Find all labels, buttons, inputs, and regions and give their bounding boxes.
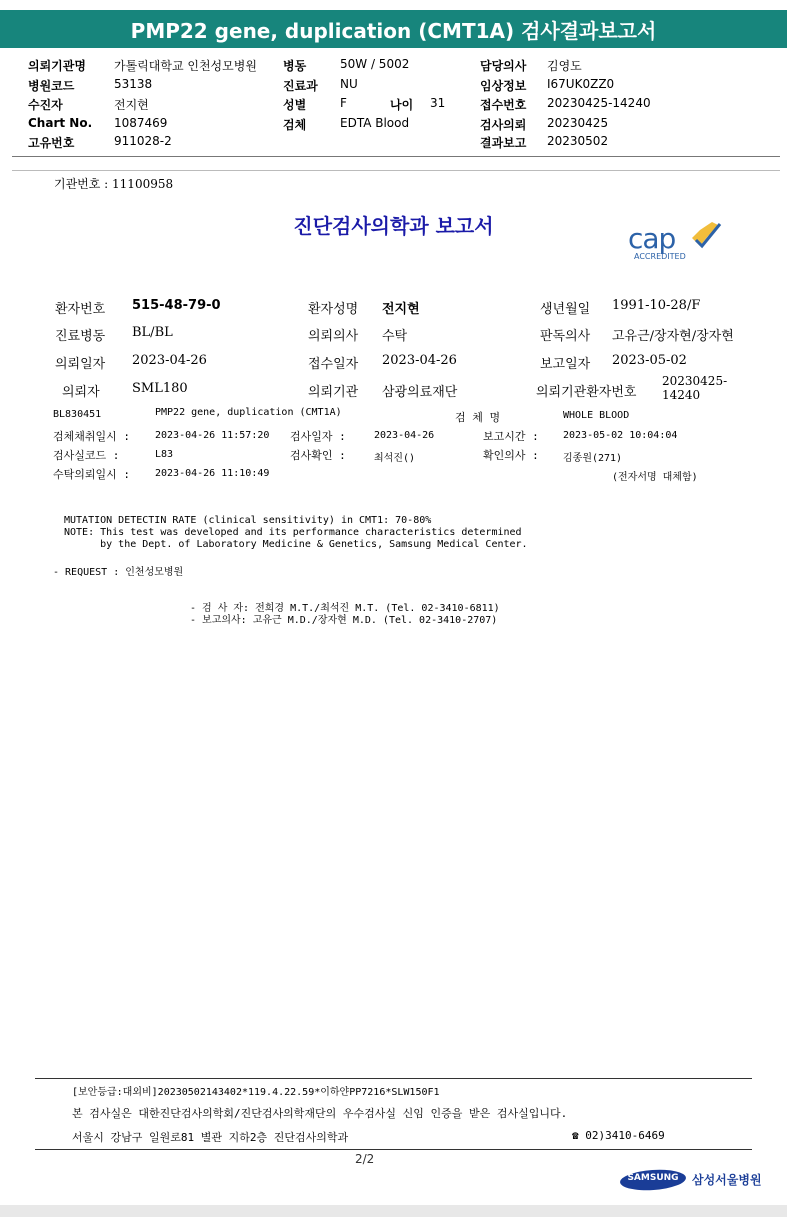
footer-divider-top	[35, 1078, 752, 1079]
label-patient-no: 환자번호	[55, 302, 106, 317]
header-value-unique-no: 911028-2	[114, 134, 172, 148]
label-reading-doctor: 판독의사	[540, 329, 591, 344]
header-label-unique-no: 고유번호	[28, 136, 75, 150]
note-line: NOTE: This test was developed and its performance characteristics determined	[64, 527, 522, 538]
value-patient-no: 515-48-79-0	[132, 298, 221, 313]
label-ward: 진료병동	[55, 329, 106, 344]
header-label-clinical-info: 임상정보	[480, 79, 527, 93]
cap-accredited-logo	[624, 220, 734, 268]
header-label-patient: 수진자	[28, 98, 63, 112]
header-label-requesting-institution: 의뢰기관명	[28, 59, 86, 73]
header-value-doctor: 김영도	[547, 59, 582, 73]
samsung-brand-text: SAMSUNG	[627, 1173, 679, 1183]
value-collect-time: 2023-04-26 11:57:20	[155, 430, 270, 441]
address-line: 서울시 강남구 일원로81 별관 지하2층 진단검사의학과	[72, 1131, 349, 1144]
hospital-name: 삼성서울병원	[692, 1173, 762, 1187]
header-value-receipt-no: 20230425-14240	[547, 96, 651, 110]
label-requesting-doctor: 의뢰의사	[308, 329, 359, 344]
certification-line: 본 검사실은 대한진단검사의학회/진단검사의학재단의 우수검사실 신임 인증을 받은 검사실입니다.	[72, 1107, 568, 1120]
staff-line-tester: - 검 사 자: 전희경 M.T./최석진 M.T. (Tel. 02-3410-6811)	[190, 603, 500, 614]
label-consign-time: 수탁의뢰일시 :	[53, 468, 131, 481]
value-report-date: 2023-05-02	[612, 353, 687, 368]
header-value-sex: F	[340, 96, 347, 110]
electronic-signature-note: (전자서명 대체함)	[612, 472, 698, 483]
header-label-receipt-no: 접수번호	[480, 98, 527, 112]
label-birthdate: 생년월일	[540, 302, 591, 317]
label-request-date: 의뢰일자	[55, 357, 106, 372]
header-value-clinical-info: I67UK0ZZ0	[547, 77, 615, 91]
header-label-ward: 병동	[283, 59, 307, 73]
label-lab-code: 검사실코드 :	[53, 449, 120, 462]
header-value-patient: 전지현	[114, 98, 149, 112]
header-label-sex: 성별	[283, 98, 307, 112]
header-value-age: 31	[430, 96, 446, 110]
phone-line	[572, 1129, 665, 1142]
value-patient-name: 전지현	[382, 302, 420, 317]
header-value-test-request: 20230425	[547, 116, 609, 130]
header-label-chart-no: Chart No.	[28, 116, 93, 130]
cap-check-icon	[686, 220, 726, 254]
header-label-test-request: 검사의뢰	[480, 118, 527, 132]
phone-icon: ☎	[572, 1129, 586, 1142]
phone-number: 02)3410-6469	[585, 1129, 665, 1142]
cap-accredited-text: ACCREDITED	[634, 252, 686, 261]
header-label-age: 나이	[390, 98, 414, 112]
value-lab-code: L83	[155, 449, 174, 460]
header-value-ward: 50W / 5002	[340, 57, 410, 71]
label-report-date: 보고일자	[540, 357, 591, 372]
header-value-hospital-code: 53138	[114, 77, 153, 91]
value-ward: BL/BL	[132, 325, 173, 340]
header-label-specimen: 검체	[283, 118, 307, 132]
value-confirm-doctor: 김종원(271)	[563, 453, 623, 464]
header-value-department: NU	[340, 77, 358, 91]
label-confirm-doctor: 확인의사 :	[483, 449, 539, 462]
page-number: 2/2	[355, 1152, 375, 1166]
value-receipt-date: 2023-04-26	[382, 353, 457, 368]
footer-divider-bottom	[35, 1149, 752, 1150]
header-divider	[12, 156, 780, 157]
value-institution-patient-no-2: 14240	[662, 388, 701, 402]
report-header-title: PMP22 gene, duplication (CMT1A) 검사결과보고서	[0, 10, 787, 48]
value-institution-patient-no-1: 20230425-	[662, 374, 728, 388]
test-code: BL830451	[53, 409, 102, 420]
label-institution-patient-no: 의뢰기관환자번호	[536, 385, 637, 400]
value-requesting-institution: 삼광의료재단	[382, 385, 458, 400]
label-exam-confirm: 검사확인 :	[290, 449, 346, 462]
value-reading-doctor: 고유근/장자현/장자현	[612, 329, 734, 344]
value-request-date: 2023-04-26	[132, 353, 207, 368]
label-requesting-institution: 의뢰기관	[308, 385, 359, 400]
note-line: MUTATION DETECTIN RATE (clinical sensitivity) in CMT1: 70-80%	[64, 515, 432, 526]
label-specimen-name: 검 체 명	[455, 411, 501, 424]
header-label-department: 진료과	[283, 79, 318, 93]
label-patient-name: 환자성명	[308, 302, 359, 317]
institution-number: 기관번호 : 11100958	[54, 177, 174, 191]
test-name: PMP22 gene, duplication (CMT1A)	[155, 407, 342, 418]
label-exam-date: 검사일자 :	[290, 430, 346, 443]
value-report-time: 2023-05-02 10:04:04	[563, 430, 678, 441]
request-line: - REQUEST : 인천성모병원	[53, 567, 184, 578]
header-label-hospital-code: 병원코드	[28, 79, 75, 93]
value-exam-date: 2023-04-26	[374, 430, 435, 441]
cap-logo-text: cap	[628, 222, 676, 255]
value-requesting-doctor: 수탁	[382, 329, 408, 344]
value-specimen-name: WHOLE BLOOD	[563, 410, 630, 421]
bottom-strip	[0, 1205, 787, 1217]
header-divider-2	[12, 170, 780, 171]
value-consign-time: 2023-04-26 11:10:49	[155, 468, 270, 479]
value-exam-confirm: 최석진()	[374, 453, 416, 464]
security-line: [보안등급:대외비]20230502143402*119.4.22.59*이하얀PP7216*SLW150F1	[72, 1087, 440, 1098]
header-label-doctor: 담당의사	[480, 59, 527, 73]
label-receipt-date: 접수일자	[308, 357, 359, 372]
label-report-time: 보고시간 :	[483, 430, 539, 443]
label-collect-time: 검체채취일시 :	[53, 430, 131, 443]
header-value-result-report: 20230502	[547, 134, 609, 148]
value-requester: SML180	[132, 381, 188, 396]
samsung-logo	[619, 1168, 687, 1192]
header-value-specimen: EDTA Blood	[340, 116, 410, 130]
report-title: 진단검사의학과 보고서	[293, 214, 494, 238]
value-birthdate: 1991-10-28/F	[612, 298, 701, 313]
label-requester: 의뢰자	[62, 385, 100, 400]
note-line: by the Dept. of Laboratory Medicine & Genetics, Samsung Medical Center.	[64, 539, 528, 550]
header-value-chart-no: 1087469	[114, 116, 168, 130]
header-label-result-report: 결과보고	[480, 136, 527, 150]
staff-line-reporter: - 보고의사: 고유근 M.D./장자현 M.D. (Tel. 02-3410-2707)	[190, 615, 498, 626]
header-value-requesting-institution: 가톨릭대학교 인천성모병원	[114, 59, 257, 73]
